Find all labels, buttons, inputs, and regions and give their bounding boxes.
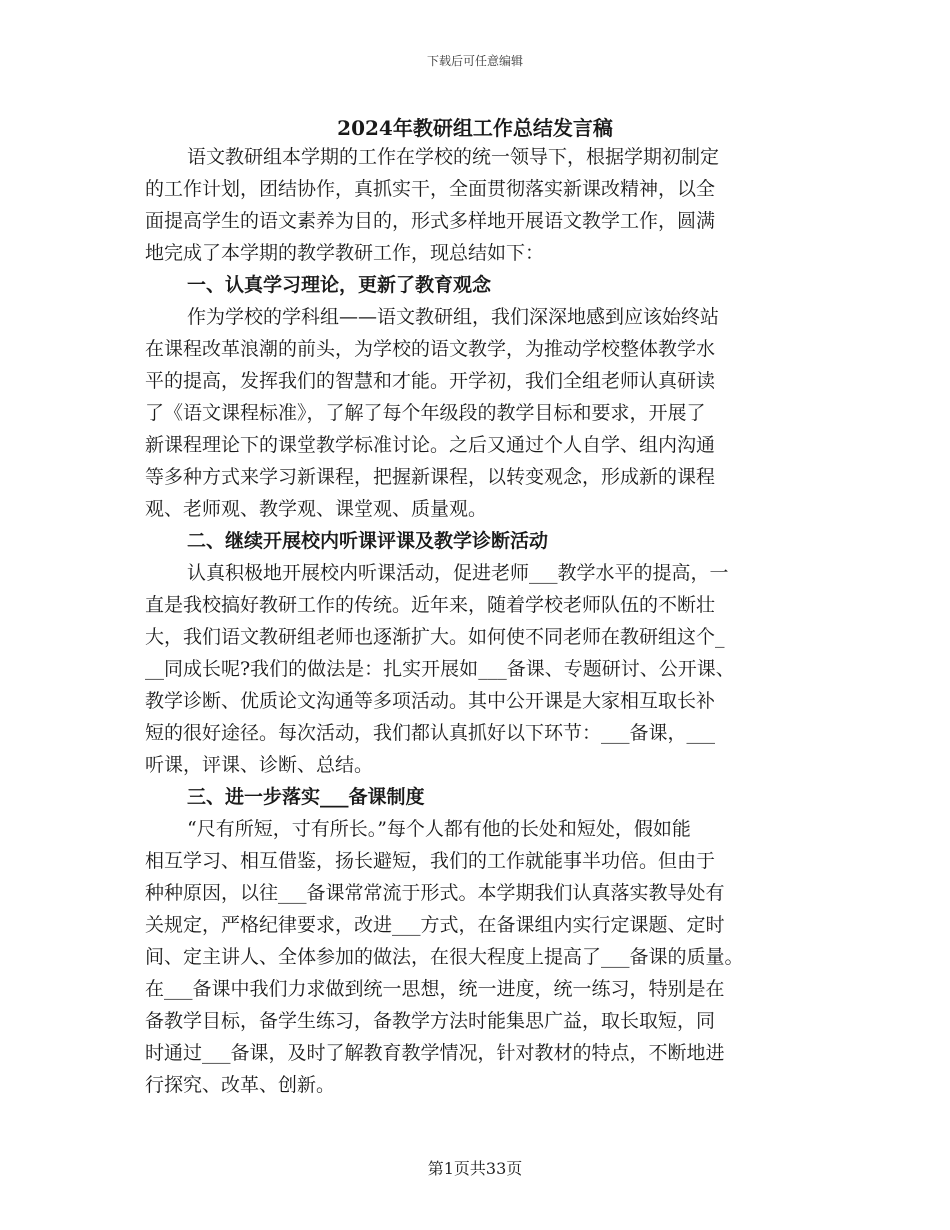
paragraph-line: 在___备课中我们力求做到统一思想，统一进度，统一练习，特别是在 — [145, 978, 725, 1000]
page-footer: 第1页共33页 — [427, 1159, 523, 1178]
paragraph-line: 大，我们语文教研组老师也逐渐扩大。如何使不同老师在教研组这个_ — [145, 626, 725, 648]
paragraph-line: 的工作计划，团结协作，真抓实干，全面贯彻落实新课改精神，以全 — [145, 178, 716, 200]
section-heading: 二、继续开展校内听课评课及教学诊断活动 — [187, 530, 549, 552]
paragraph-line: 教学诊断、优质论文沟通等多项活动。其中公开课是大家相互取长补 — [145, 690, 716, 712]
paragraph-line: 关规定，严格纪律要求，改进___方式，在备课组内实行定课题、定时 — [145, 914, 725, 936]
paragraph-line: 认真积极地开展校内听课活动，促进老师___教学水平的提高，一 — [187, 562, 729, 584]
paragraph-line: 相互学习、相互借鉴，扬长避短，我们的工作就能事半功倍。但由于 — [145, 850, 716, 872]
header-note: 下载后可任意编辑 — [426, 54, 523, 68]
paragraph-line: 种种原因，以往___备课常常流于形式。本学期我们认真落实教导处有 — [145, 882, 725, 904]
paragraph-line: 时通过___备课，及时了解教育教学情况，针对教材的特点，不断地进 — [145, 1042, 725, 1064]
paragraph-line: 作为学校的学科组——语文教研组，我们深深地感到应该始终站 — [187, 306, 720, 328]
paragraph-line: 短的很好途径。每次活动，我们都认真抓好以下环节：___备课，___ — [145, 722, 716, 744]
paragraph-line: 语文教研组本学期的工作在学校的统一领导下，根据学期初制定 — [187, 146, 720, 168]
paragraph-line: 观、老师观、教学观、课堂观、质量观。 — [145, 498, 488, 520]
section-heading: 三、进一步落实___备课制度 — [187, 786, 425, 808]
paragraph-line: 新课程理论下的课堂教学标准讨论。之后又通过个人自学、组内沟通 — [145, 434, 716, 456]
document-body — [145, 141, 815, 1101]
paragraph-line: 面提高学生的语文素养为目的，形式多样地开展语文教学工作，圆满 — [145, 210, 716, 232]
section-heading: 一、认真学习理论，更新了教育观念 — [187, 274, 492, 296]
document-title: 2024年教研组工作总结发言稿 — [337, 116, 613, 140]
paragraph-line: “尺有所短，寸有所长。”每个人都有他的长处和短处，假如能 — [187, 818, 691, 840]
paragraph-line: 备教学目标，备学生练习，备教学方法时能集思广益，取长取短，同 — [145, 1010, 716, 1032]
paragraph-line: 了《语文课程标准》，了解了每个年级段的教学目标和要求，开展了 — [145, 402, 706, 424]
paragraph-line: 平的提高，发挥我们的智慧和才能。开学初，我们全组老师认真研读 — [145, 370, 716, 392]
paragraph-line: 等多种方式来学习新课程，把握新课程，以转变观念，形成新的课程 — [145, 466, 716, 488]
paragraph-line: 直是我校搞好教研工作的传统。近年来，随着学校老师队伍的不断壮 — [145, 594, 716, 616]
paragraph-line: 间、定主讲人、全体参加的做法，在很大程度上提高了___备课的质量。 — [145, 946, 744, 968]
paragraph-line: 听课，评课、诊断、总结。 — [145, 754, 374, 776]
paragraph-line: __同成长呢?我们的做法是：扎实开展如___备课、专题研讨、公开课、 — [145, 658, 735, 680]
paragraph-line: 地完成了本学期的教学教研工作，现总结如下： — [145, 242, 545, 264]
paragraph-line: 行探究、改革、创新。 — [145, 1074, 336, 1096]
paragraph-line: 在课程改革浪潮的前头，为学校的语文教学，为推动学校整体教学水 — [145, 338, 716, 360]
